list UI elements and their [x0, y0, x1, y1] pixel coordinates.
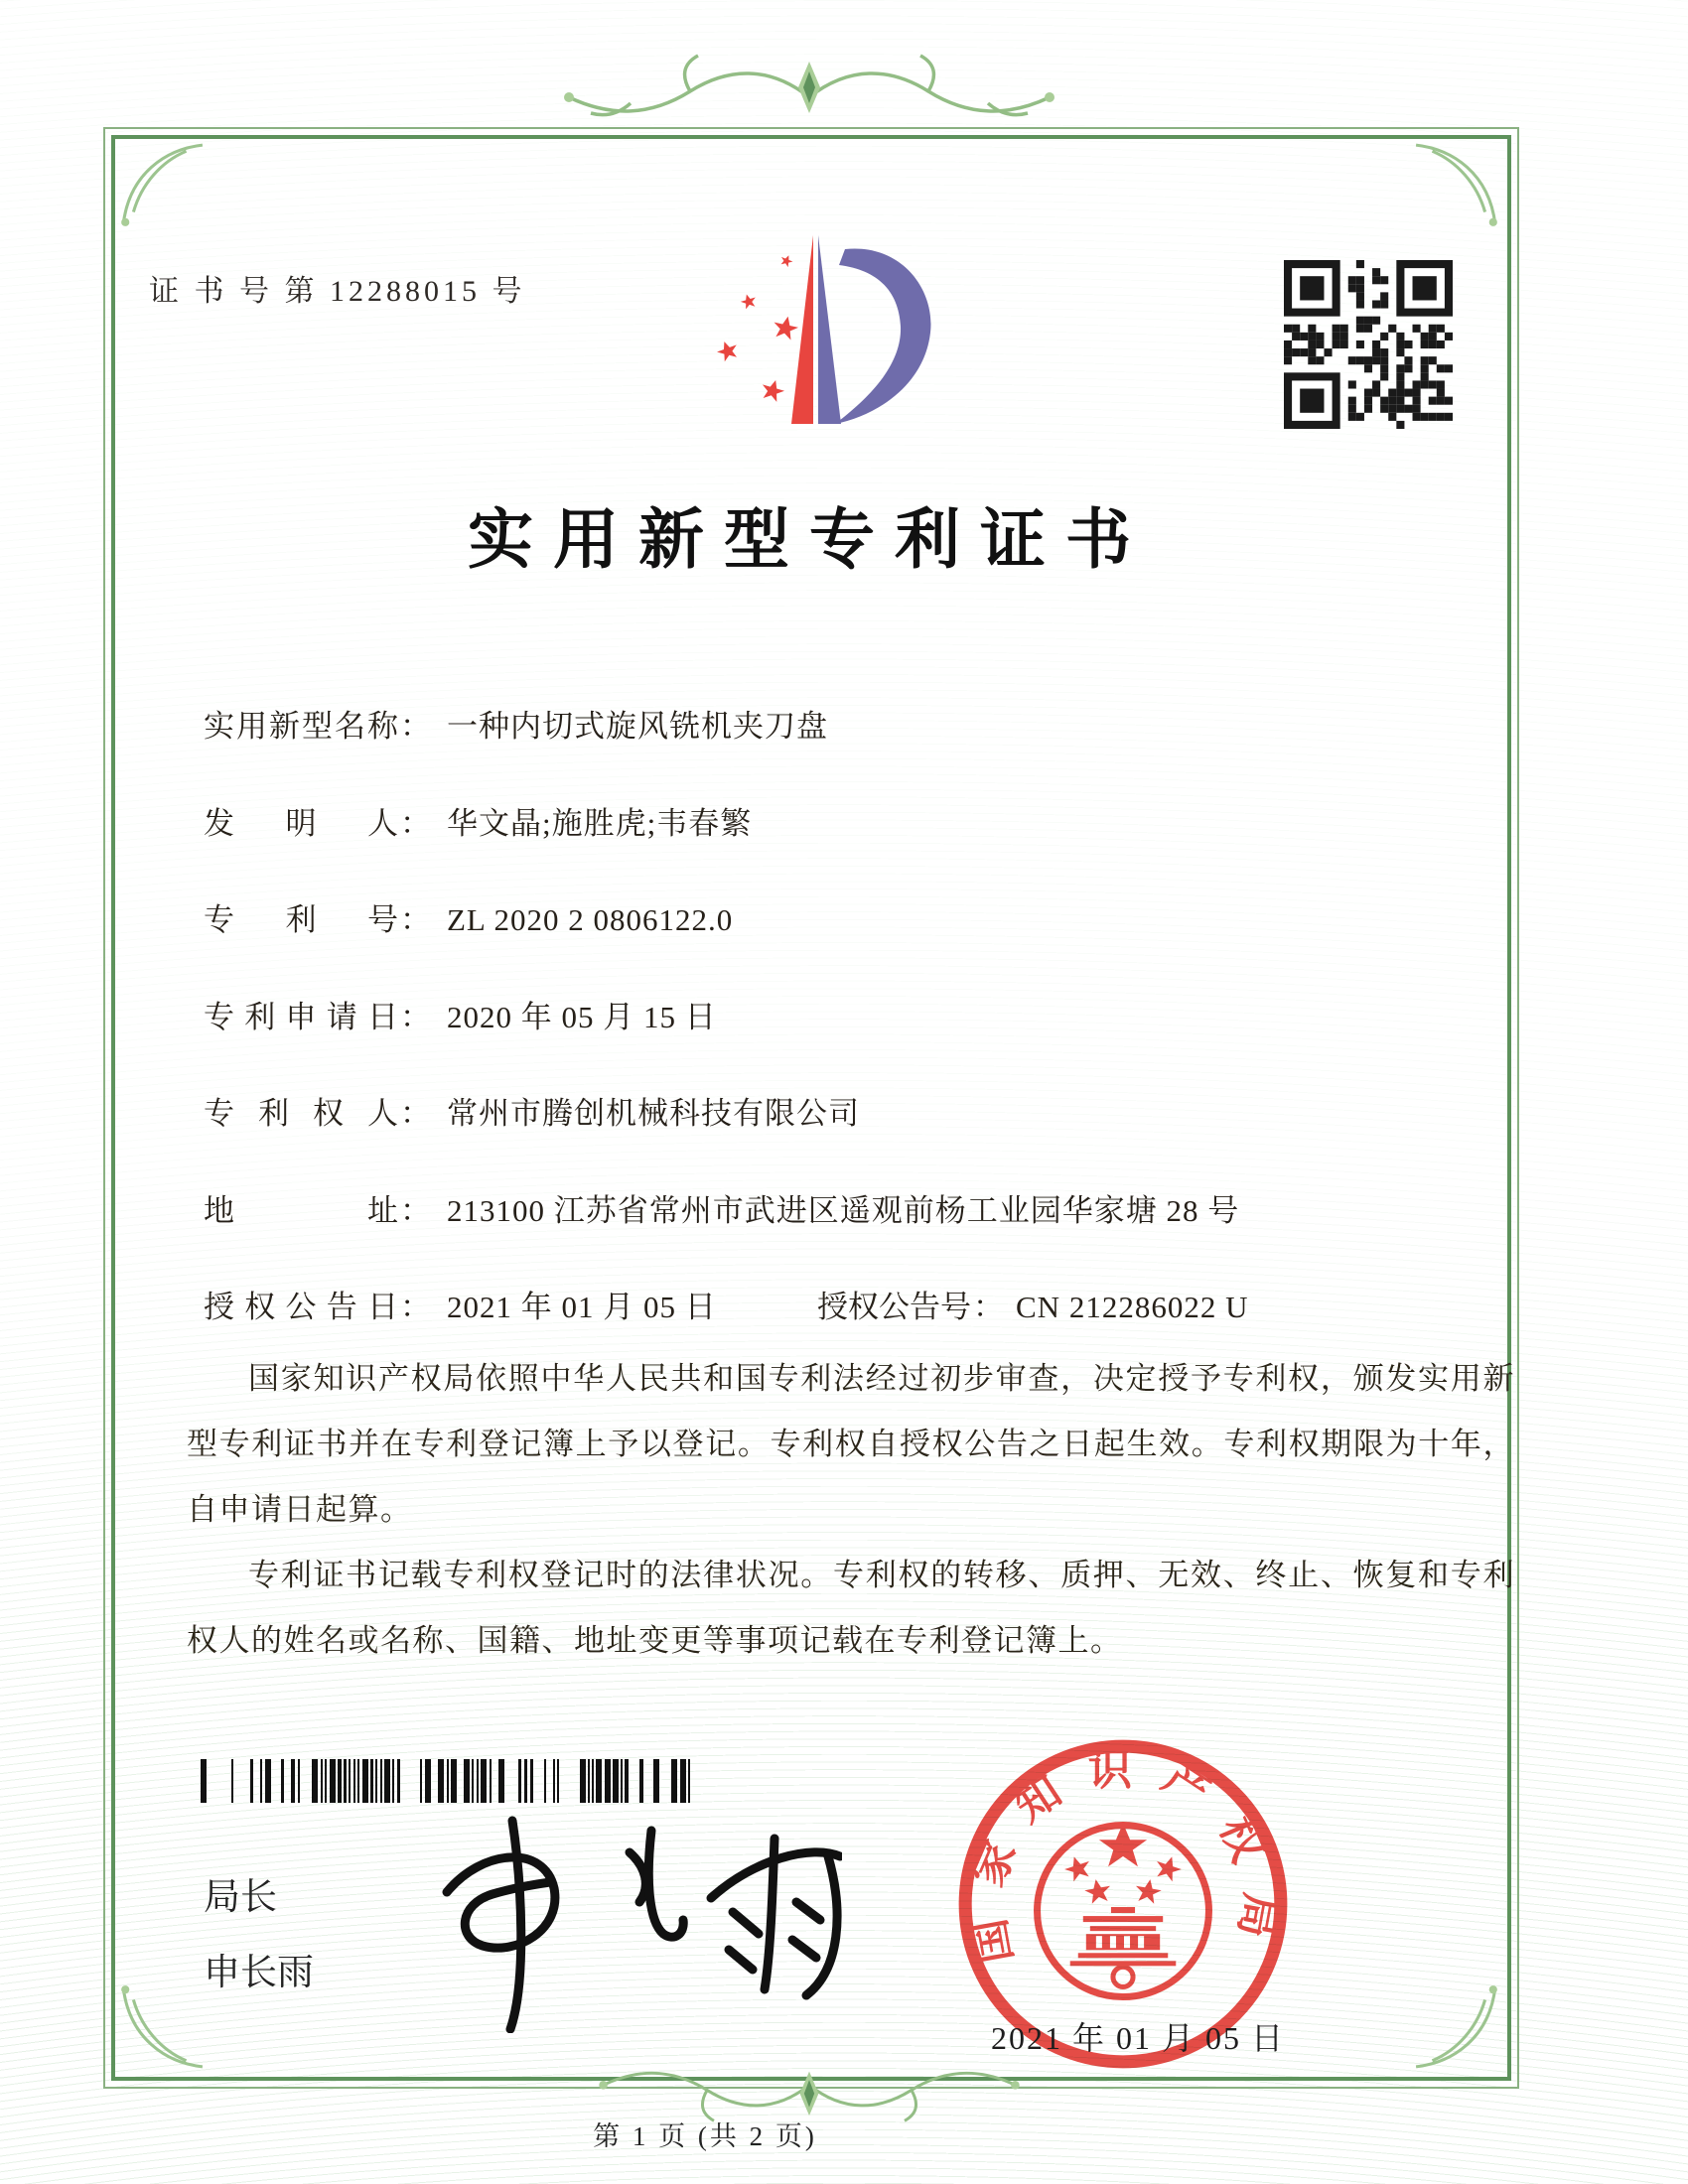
field-row-name [204, 701, 828, 746]
field-value: 一种内切式旋风铣机夹刀盘 [447, 709, 828, 744]
field-colon: ： [973, 1290, 1004, 1324]
seal-text: 国家知识产权局 [960, 1745, 1286, 1968]
field-row-patent-number [204, 894, 733, 939]
field-colon: ： [400, 709, 431, 744]
field-colon: ： [400, 1290, 431, 1324]
director-title-label: 局长 [204, 1876, 277, 1917]
field-label: 专利权人 [204, 1096, 398, 1131]
field-value: ZL 2020 2 0806122.0 [447, 902, 734, 937]
cnipa-logo-icon [688, 218, 941, 459]
field-colon: ： [400, 1096, 431, 1131]
field-label: 地址 [204, 1193, 398, 1228]
field-grant-number [817, 1282, 1248, 1326]
legal-paragraph-1: 国家知识产权局依照中华人民共和国专利法经过初步审查，决定授予专利权，颁发实用新型专利证书并在专利登记簿上予以登记。专利权自授权公告之日起生效。专利权期限为十年，自申请日起算。 [187, 1361, 1515, 1527]
director-name: 申长雨 [204, 1952, 314, 1992]
seal-date: 2021 年 01 月 05 日 [991, 2020, 1286, 2056]
field-row-grant-date [204, 1282, 1249, 1326]
field-row-inventors [204, 798, 752, 843]
field-label: 授权公告日 [204, 1290, 398, 1324]
qr-code-icon [1284, 260, 1453, 429]
field-label: 发明人 [204, 806, 398, 841]
national-emblem-icon [1038, 1824, 1209, 1997]
legal-body-text [187, 1346, 1515, 1674]
field-colon: ： [400, 1000, 431, 1034]
legal-paragraph-2: 专利证书记载专利权登记时的法律状况。专利权的转移、质押、无效、终止、恢复和专利权人的姓名或名称、国籍、地址变更等事项记载在专利登记簿上。 [187, 1558, 1515, 1658]
field-value: 常州市腾创机械科技有限公司 [447, 1096, 860, 1131]
field-label: 授权公告号 [817, 1290, 971, 1324]
field-value: CN 212286022 U [1016, 1290, 1249, 1324]
field-value: 华文晶;施胜虎;韦春繁 [447, 806, 753, 841]
field-label: 实用新型名称 [204, 709, 398, 744]
field-row-address [204, 1185, 1239, 1230]
field-label: 专利申请日 [204, 1000, 398, 1034]
field-value: 213100 江苏省常州市武进区遥观前杨工业园华家塘 28 号 [447, 1193, 1240, 1228]
field-colon: ： [400, 806, 431, 841]
field-row-filing-date [204, 992, 717, 1036]
page-footer: 第 1 页 (共 2 页) [593, 2121, 817, 2151]
director-signature-icon [395, 1795, 842, 2033]
field-value: 2020 年 05 月 15 日 [447, 1000, 717, 1034]
svg-text:国家知识产权局 [961, 1745, 1286, 1967]
certificate-number: 证 书 号 第 12288015 号 [149, 275, 526, 308]
certificate-title: 实用新型专利证书 [468, 504, 1151, 577]
field-colon: ： [400, 1193, 431, 1228]
field-row-patentee [204, 1088, 860, 1133]
field-label: 专利号 [204, 902, 398, 937]
field-colon: ： [400, 902, 431, 937]
field-value: 2021 年 01 月 05 日 [447, 1290, 717, 1324]
